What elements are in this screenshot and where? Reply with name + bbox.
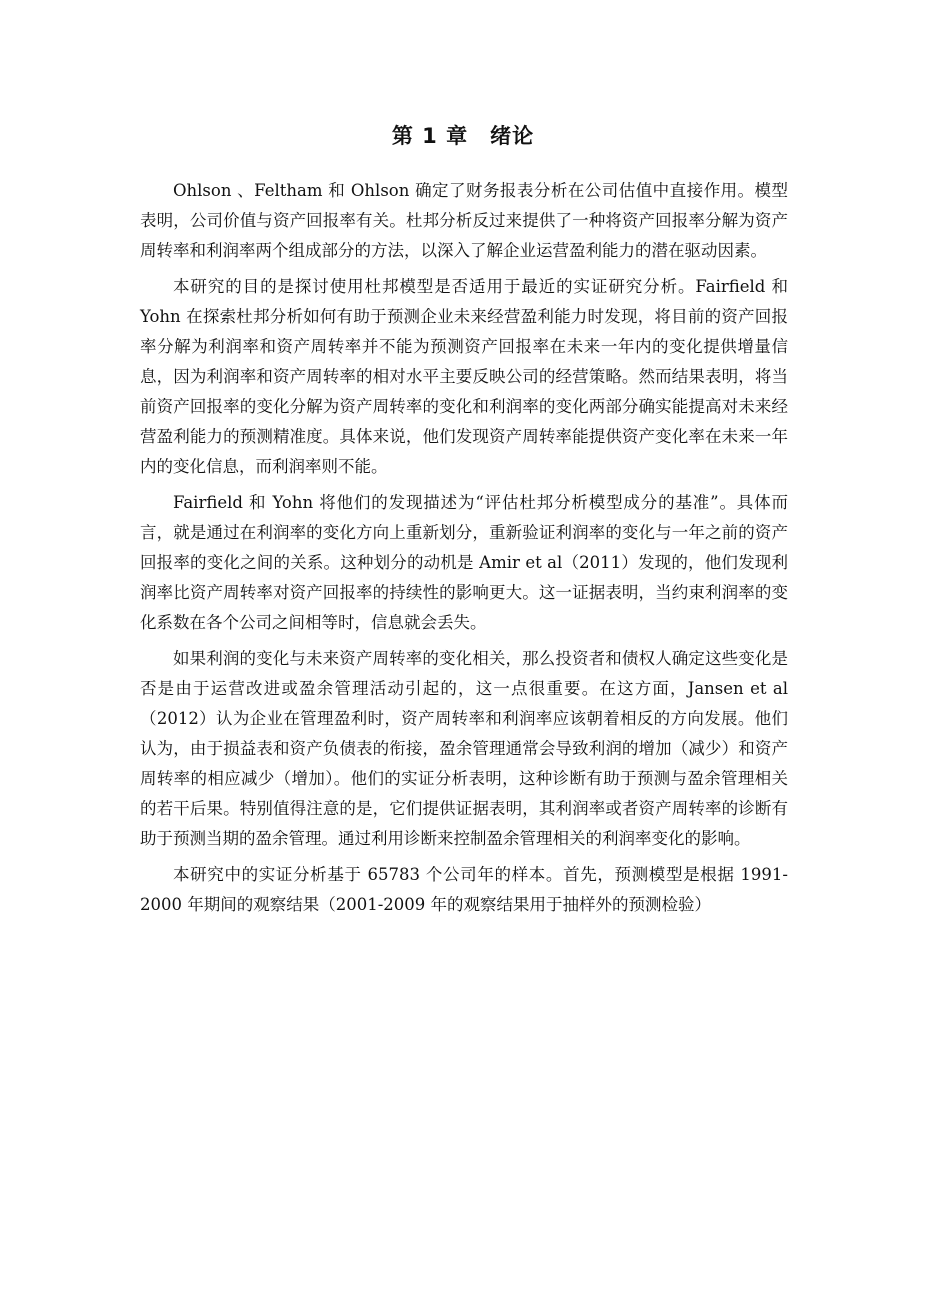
chapter-heading bbox=[0, 120, 926, 150]
paragraph-4: 如果利润的变化与未来资产周转率的变化相关，那么投资者和债权人确定这些变化是否是由于运营改进或盈余管理活动引起的，这一点很重要。在这方面，Jansen et al（2012）认为企业在管理盈利时，资产周转率和利润率应该朝着相反的方向发展。他们认为，由于损益表和资产负债表的衔接，盈余管理通常会导致利润的增加（减少）和资产周转率的相应减少（增加）。他们的实证分析表明，这种诊断有助于预测与盈余管理相关的若干后果。特别值得注意的是，它们提供证据表明，其利润率或者资产周转率的诊断有助于预测当期的盈余管理。通过利用诊断来控制盈余管理相关的利润率变化的影响。 bbox=[140, 649, 788, 848]
chapter-body bbox=[140, 176, 788, 926]
paragraph-1: Ohlson 、Feltham 和 Ohlson 确定了财务报表分析在公司估值中直接作用。模型表明，公司价值与资产回报率有关。杜邦分析反过来提供了一种将资产回报率分解为资产周转率和利润率两个组成部分的方法，以深入了解企业运营盈利能力的潜在驱动因素。 bbox=[140, 181, 788, 260]
paragraph-3: Fairfield 和 Yohn 将他们的发现描述为“评估杜邦分析模型成分的基准”。具体而言，就是通过在利润率的变化方向上重新划分，重新验证利润率的变化与一年之前的资产回报率的变化之间的关系。这种划分的动机是 Amir et al（2011）发现的，他们发现利润率比资产周转率对资产回报率的持续性的影响更大。这一证据表明，当约束利润率的变化系数在各个公司之间相等时，信息就会丢失。 bbox=[140, 493, 788, 632]
chapter-title: 绪论 bbox=[490, 124, 535, 148]
paragraph-2: 本研究的目的是探讨使用杜邦模型是否适用于最近的实证研究分析。Fairfield 和 Yohn 在探索杜邦分析如何有助于预测企业未来经营盈利能力时发现，将目前的资产回报率分解为利润率和资产周转率并不能为预测资产回报率在未来一年内的变化提供增量信息，因为利润率和资产周转率的相对水平主要反映公司的经营策略。然而结果表明，将当前资产回报率的变化分解为资产周转率的变化和利润率的变化两部分确实能提高对未来经营盈利能力的预测精准度。具体来说，他们发现资产周转率能提供资产变化率在未来一年内的变化信息，而利润率则不能。 bbox=[140, 277, 788, 476]
paragraph-5: 本研究中的实证分析基于 65783 个公司年的样本。首先，预测模型是根据 1991-2000 年期间的观察结果（2001-2009 年的观察结果用于抽样外的预测检验） bbox=[140, 865, 788, 914]
chapter-number: 第 1 章 bbox=[391, 124, 469, 148]
